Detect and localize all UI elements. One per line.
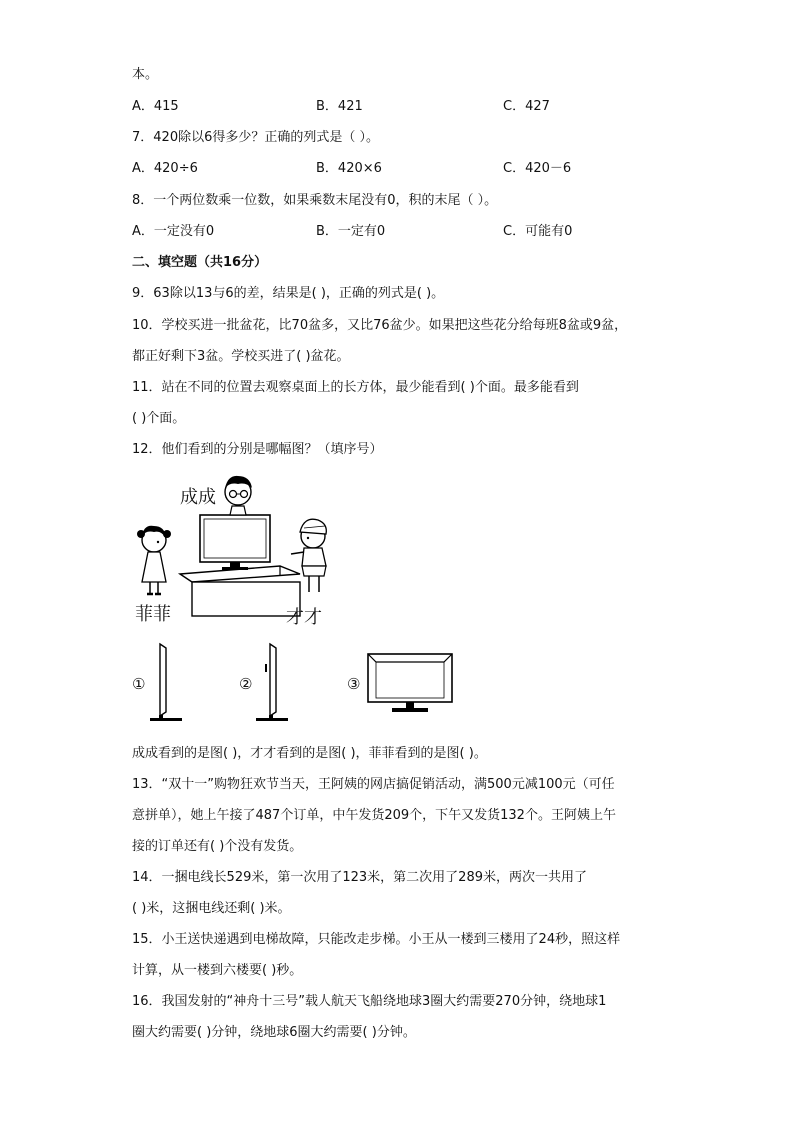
option-c[interactable]: C．420－6 (503, 161, 572, 176)
section-title: 二、填空题（共16分） (132, 255, 268, 270)
question-8: 8．一个两位数乘一位数，如果乘数末尾没有0，积的末尾（ ）。 (132, 193, 498, 208)
question-12: 12．他们看到的分别是哪幅图？（填序号） (132, 442, 383, 457)
question-15-cont: 计算，从一楼到六楼要( )秒。 (132, 963, 303, 978)
choice-number-1: ① (132, 675, 146, 693)
option-b[interactable]: B．421 (316, 99, 363, 114)
question-13: 13．“双十一”购物狂欢节当天，王阿姨的网店搞促销活动，满500元减100元（可任 (132, 777, 615, 792)
question-13-cont: 接的订单还有( )个没有发货。 (132, 839, 303, 854)
question-14: 14．一捆电线长529米，第一次用了123米，第二次用了289米，两次一共用了 (132, 870, 587, 885)
question-9: 9．63除以13与6的差，结果是( )，正确的列式是( )。 (132, 286, 445, 301)
option-a[interactable]: A．420÷6 (132, 161, 198, 176)
choice-number-2: ② (239, 675, 253, 693)
option-a[interactable]: A．一定没有0 (132, 224, 215, 239)
option-c[interactable]: C．427 (503, 99, 550, 114)
monitor-side-view-1 (148, 642, 188, 724)
name-label-top: 成成 (180, 487, 216, 508)
option-b[interactable]: B．420×6 (316, 161, 382, 176)
text-line: 本。 (132, 67, 159, 82)
option-a[interactable]: A．415 (132, 99, 179, 114)
question-16: 16．我国发射的“神舟十三号”载人航天飞船绕地球3圈大约需要270分钟，绕地球1 (132, 994, 607, 1009)
choice-number-3: ③ (347, 675, 361, 693)
question-16-cont: 圈大约需要( )分钟，绕地球6圈大约需要( )分钟。 (132, 1025, 416, 1040)
question-11: 11．站在不同的位置去观察桌面上的长方体，最少能看到( )个面。最多能看到 (132, 380, 579, 395)
question-7: 7．420除以6得多少？正确的列式是（ ）。 (132, 130, 379, 145)
question-10: 10．学校买进一批盆花，比70盆多，又比76盆少。如果把这些花分给每班8盆或9盆， (132, 318, 628, 333)
question-12-answer: 成成看到的是图( )，才才看到的是图( )，菲菲看到的是图( )。 (132, 746, 487, 761)
question-11-cont: ( )个面。 (132, 411, 186, 426)
monitor-side-view-2 (252, 642, 292, 724)
name-label-left: 菲菲 (135, 604, 171, 625)
question-10-cont: 都正好剩下3盆。学校买进了( )盆花。 (132, 349, 350, 364)
question-13-cont: 意拼单），她上午接了487个订单，中午发货209个，下午又发货132个。王阿姨上午 (132, 808, 616, 823)
question-14-cont: ( )米，这捆电线还剩( )米。 (132, 901, 291, 916)
name-label-right: 才才 (286, 607, 322, 628)
option-b[interactable]: B．一定有0 (316, 224, 386, 239)
option-c[interactable]: C．可能有0 (503, 224, 573, 239)
monitor-back-view-3 (366, 650, 456, 716)
question-15: 15．小王送快递遇到电梯故障，只能改走步梯。小王从一楼到三楼用了24秒，照这样 (132, 932, 621, 947)
